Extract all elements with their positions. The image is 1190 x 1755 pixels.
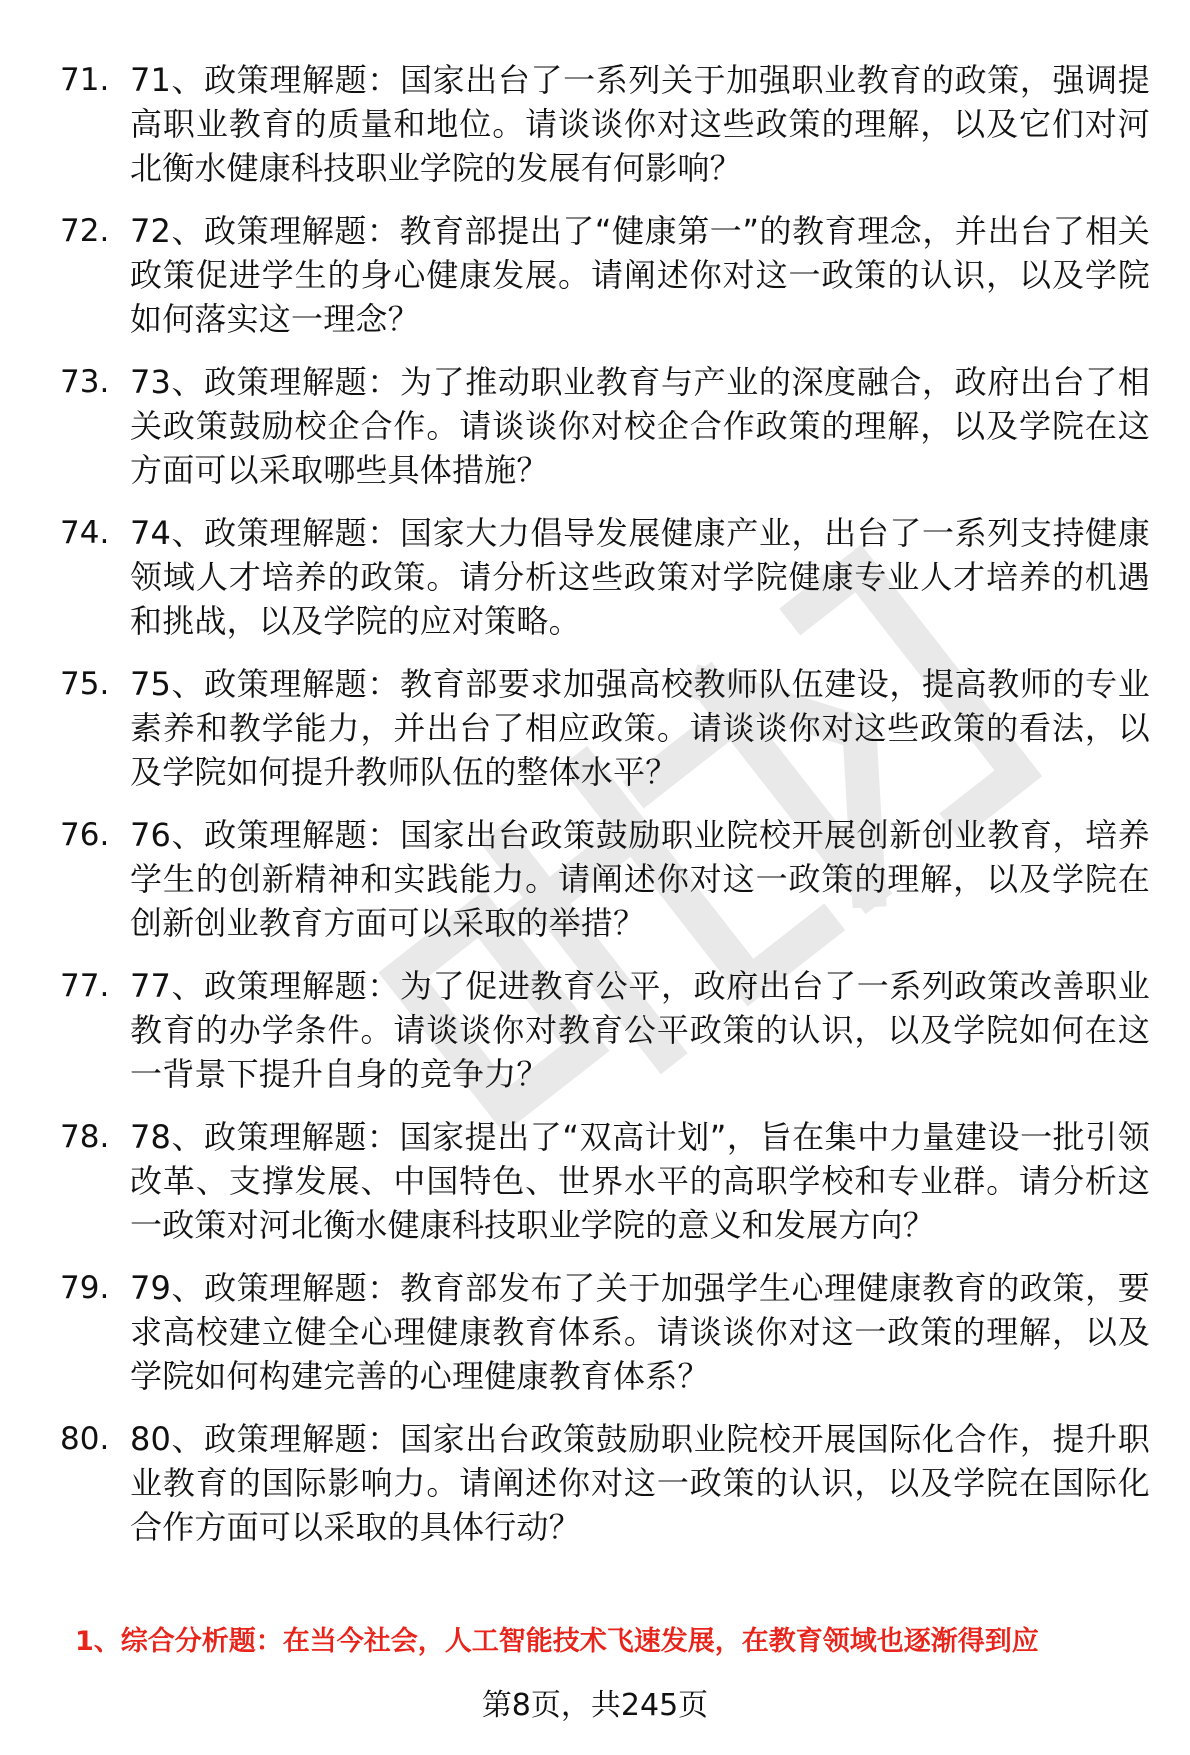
list-item [60, 1266, 1150, 1398]
question-number: 75. [60, 666, 110, 702]
question-list [60, 58, 1150, 1568]
question-number: 79. [60, 1270, 110, 1306]
page-footer: 第8页，共245页 [481, 1688, 709, 1723]
question-text: 73、政策理解题：为了推动职业教育与产业的深度融合，政府出台了相关政策鼓励校企合作。请谈谈你对校企合作政策的理解，以及学院在这方面可以采取哪些具体措施？ [130, 363, 1150, 489]
question-text: 80、政策理解题：国家出台政策鼓励职业院校开展国际化合作，提升职业教育的国际影响力。请阐述你对这一政策的认识，以及学院在国际化合作方面可以采取的具体行动？ [130, 1420, 1150, 1546]
question-number: 71. [60, 62, 110, 98]
question-text: 76、政策理解题：国家出台政策鼓励职业院校开展创新创业教育，培养学生的创新精神和实践能力。请阐述你对这一政策的理解，以及学院在创新创业教育方面可以采取的举措？ [130, 816, 1150, 942]
question-text: 74、政策理解题：国家大力倡导发展健康产业，出台了一系列支持健康领域人才培养的政策。请分析这些政策对学院健康专业人才培养的机遇和挑战，以及学院的应对策略。 [130, 514, 1150, 640]
question-number: 73. [60, 364, 110, 400]
list-item [60, 964, 1150, 1096]
question-number: 72. [60, 213, 110, 249]
list-item [60, 813, 1150, 945]
list-item [60, 1115, 1150, 1247]
question-text: 77、政策理解题：为了促进教育公平，政府出台了一系列政策改善职业教育的办学条件。请谈谈你对教育公平政策的认识，以及学院如何在这一背景下提升自身的竞争力？ [130, 967, 1150, 1093]
list-item [60, 511, 1150, 643]
list-item [60, 58, 1150, 190]
question-text: 79、政策理解题：教育部发布了关于加强学生心理健康教育的政策，要求高校建立健全心理健康教育体系。请谈谈你对这一政策的理解，以及学院如何构建完善的心理健康教育体系？ [130, 1269, 1150, 1395]
question-number: 76. [60, 817, 110, 853]
question-number: 74. [60, 515, 110, 551]
question-number: 80. [60, 1421, 110, 1457]
question-text: 71、政策理解题：国家出台了一系列关于加强职业教育的政策，强调提高职业教育的质量和地位。请谈谈你对这些政策的理解，以及它们对河北衡水健康科技职业学院的发展有何影响？ [130, 61, 1150, 187]
question-number: 78. [60, 1119, 110, 1155]
list-item [60, 360, 1150, 492]
list-item [60, 662, 1150, 794]
question-text: 75、政策理解题：教育部要求加强高校教师队伍建设，提高教师的专业素养和教学能力，并出台了相应政策。请谈谈你对这些政策的看法，以及学院如何提升教师队伍的整体水平？ [130, 665, 1150, 791]
question-text: 78、政策理解题：国家提出了“双高计划”，旨在集中力量建设一批引领改革、支撑发展、中国特色、世界水平的高职学校和专业群。请分析这一政策对河北衡水健康科技职业学院的意义和发展方向？ [130, 1118, 1150, 1244]
question-text: 72、政策理解题：教育部提出了“健康第一”的教育理念，并出台了相关政策促进学生的身心健康发展。请阐述你对这一政策的认识，以及学院如何落实这一理念？ [130, 212, 1150, 338]
list-item [60, 209, 1150, 341]
question-number: 77. [60, 968, 110, 1004]
list-item [60, 1417, 1150, 1549]
next-section-heading: 1、综合分析题：在当今社会，人工智能技术飞速发展，在教育领域也逐渐得到应 [75, 1626, 1039, 1657]
